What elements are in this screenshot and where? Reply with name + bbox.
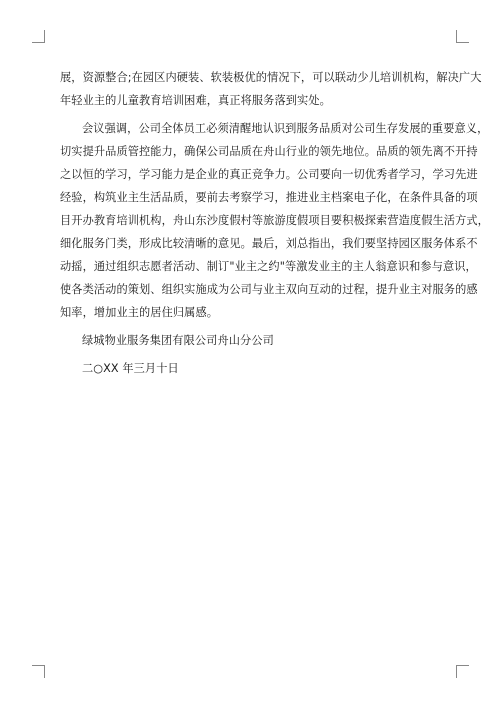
paragraph-meeting-emphasis bbox=[60, 117, 489, 324]
text-line: 经验，构筑业主生活品质，要前去考察学习，推进业主档案电子化，在条件具备的项 bbox=[60, 191, 478, 204]
text-line: 年轻业主的儿童教育培训困难，真正将服务落到实处。 bbox=[60, 94, 331, 107]
text-line: 切实提升品质管控能力，确保公司品质在舟山行业的领先地位。品质的领先离不开持 bbox=[60, 145, 478, 158]
crop-mark-bottom-left bbox=[32, 665, 45, 678]
paragraph-continuation bbox=[60, 66, 482, 112]
document-body bbox=[60, 66, 489, 380]
text-line: 目开办教育培训机构，舟山东沙度假村等旅游度假项目要积极探索营造度假生活方式， bbox=[60, 214, 489, 227]
text-line: 知率，增加业主的居住归属感。 bbox=[60, 306, 219, 319]
text-line: 会议强调，公司全体员工必须清醒地认识到服务品质对公司生存发展的重要意义， bbox=[82, 122, 489, 135]
crop-mark-top-right bbox=[456, 30, 469, 43]
crop-mark-top-left bbox=[32, 30, 45, 43]
signature-date: 二○XX 年三月十日 bbox=[82, 362, 179, 375]
text-line: 展，资源整合;在园区内硬装、软装极优的情况下，可以联动少儿培训机构，解决广大 bbox=[60, 71, 482, 84]
signature-company: 绿城物业服务集团有限公司舟山分公司 bbox=[82, 334, 274, 347]
text-line: 动摇，通过组织志愿者活动、制订"业主之约"等激发业主的主人翁意识和参与意识， bbox=[60, 260, 477, 273]
text-line: 细化服务门类，形成比较清晰的意见。最后，刘总指出，我们要坚持园区服务体系不 bbox=[60, 237, 478, 250]
crop-mark-bottom-right bbox=[456, 665, 469, 678]
text-line: 之以恒的学习，学习能力是企业的真正竞争力。公司要向一切优秀者学习，学习先进 bbox=[60, 168, 478, 181]
text-line: 使各类活动的策划、组织实施成为公司与业主双向互动的过程，提升业主对服务的感 bbox=[60, 283, 478, 296]
